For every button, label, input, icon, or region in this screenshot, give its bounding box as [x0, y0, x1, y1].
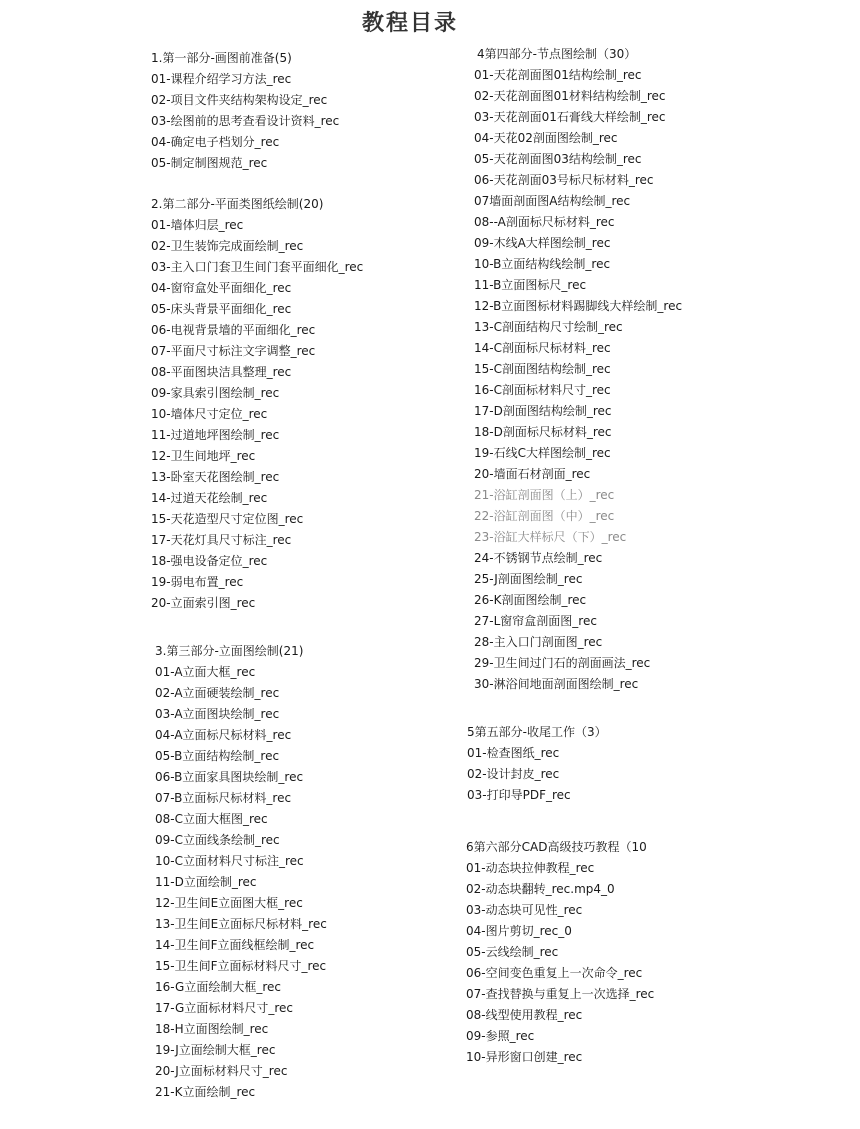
lesson-item: 02-设计封皮_rec	[467, 767, 560, 781]
lesson-item: 12-B立面图标材料踢脚线大样绘制_rec	[474, 299, 683, 313]
lesson-item: 11-过道地坪图绘制_rec	[151, 428, 280, 442]
lesson-item: 01-检查图纸_rec	[467, 746, 560, 760]
section-heading: 6第六部分CAD高级技巧教程（10	[466, 840, 647, 854]
lesson-item: 20-墙面石材剖面_rec	[474, 467, 591, 481]
lesson-item: 04-图片剪切_rec_0	[466, 924, 572, 938]
lesson-item: 09-C立面线条绘制_rec	[155, 833, 280, 847]
lesson-item: 04-窗帘盒处平面细化_rec	[151, 281, 292, 295]
page-title: 教程目录	[361, 10, 458, 36]
lesson-item: 09-木线A大样图绘制_rec	[474, 236, 611, 250]
section-heading: 5第五部分-收尾工作（3）	[467, 725, 607, 739]
section-part-2	[151, 194, 363, 614]
lesson-item: 16-C剖面标材料尺寸_rec	[474, 383, 611, 397]
lesson-item: 21-K立面绘制_rec	[155, 1085, 256, 1099]
lesson-item: 26-K剖面图绘制_rec	[474, 593, 587, 607]
lesson-item: 03-主入口门套卫生间门套平面细化_rec	[151, 260, 364, 274]
lesson-item: 17-G立面标材料尺寸_rec	[155, 1001, 293, 1015]
lesson-item: 12-卫生间E立面图大框_rec	[155, 896, 303, 910]
lesson-item: 06-天花剖面03号标尺标材料_rec	[474, 173, 654, 187]
lesson-item: 03-绘图前的思考查看设计资料_rec	[151, 114, 340, 128]
lesson-item: 21-浴缸剖面图（上）_rec	[474, 488, 615, 502]
lesson-list	[155, 662, 327, 1103]
lesson-item: 14-过道天花绘制_rec	[151, 491, 268, 505]
section-part-3	[155, 641, 327, 1103]
lesson-item: 11-D立面绘制_rec	[155, 875, 257, 889]
lesson-item: 20-立面索引图_rec	[151, 596, 256, 610]
section-part-1	[151, 48, 339, 174]
lesson-item: 08--A剖面标尺标材料_rec	[474, 215, 615, 229]
lesson-item: 04-A立面标尺标材料_rec	[155, 728, 292, 742]
lesson-item: 19-J立面绘制大框_rec	[155, 1043, 276, 1057]
lesson-item: 06-空间变色重复上一次命令_rec	[466, 966, 643, 980]
lesson-item: 13-卧室天花图绘制_rec	[151, 470, 280, 484]
lesson-item: 13-C剖面结构尺寸绘制_rec	[474, 320, 623, 334]
lesson-item: 02-项目文件夹结构架构设定_rec	[151, 93, 328, 107]
lesson-item: 07-B立面标尺标材料_rec	[155, 791, 292, 805]
lesson-item: 10-B立面结构线绘制_rec	[474, 257, 611, 271]
lesson-item: 05-B立面结构绘制_rec	[155, 749, 280, 763]
lesson-item: 14-卫生间F立面线框绘制_rec	[155, 938, 315, 952]
lesson-item: 02-卫生装饰完成面绘制_rec	[151, 239, 304, 253]
lesson-item: 05-天花剖面图03结构绘制_rec	[474, 152, 642, 166]
lesson-item: 01-A立面大框_rec	[155, 665, 256, 679]
lesson-item: 02-天花剖面图01材料结构绘制_rec	[474, 89, 666, 103]
lesson-item: 15-C剖面图结构绘制_rec	[474, 362, 611, 376]
lesson-item: 04-确定电子档划分_rec	[151, 135, 280, 149]
lesson-item: 03-天花剖面01石膏线大样绘制_rec	[474, 110, 666, 124]
lesson-item: 11-B立面图标尺_rec	[474, 278, 587, 292]
lesson-item: 06-B立面家具图块绘制_rec	[155, 770, 304, 784]
lesson-item: 14-C剖面标尺标材料_rec	[474, 341, 611, 355]
lesson-item: 10-异形窗口创建_rec	[466, 1050, 583, 1064]
lesson-item: 08-平面图块洁具整理_rec	[151, 365, 292, 379]
lesson-item: 03-打印导PDF_rec	[467, 788, 571, 802]
lesson-item: 12-卫生间地坪_rec	[151, 449, 256, 463]
lesson-item: 01-动态块拉伸教程_rec	[466, 861, 595, 875]
lesson-item: 07-平面尺寸标注文字调整_rec	[151, 344, 316, 358]
lesson-item: 18-D剖面标尺标材料_rec	[474, 425, 612, 439]
lesson-item: 01-天花剖面图01结构绘制_rec	[474, 68, 642, 82]
lesson-item: 02-动态块翻转_rec.mp4_0	[466, 882, 615, 896]
lesson-item: 18-强电设备定位_rec	[151, 554, 268, 568]
lesson-list	[474, 65, 682, 695]
lesson-item: 29-卫生间过门石的剖面画法_rec	[474, 656, 651, 670]
lesson-item: 09-参照_rec	[466, 1029, 535, 1043]
lesson-list	[151, 69, 339, 174]
lesson-item: 08-C立面大框图_rec	[155, 812, 268, 826]
section-heading: 3.第三部分-立面图绘制(21)	[155, 644, 304, 658]
lesson-item: 03-A立面图块绘制_rec	[155, 707, 280, 721]
lesson-item: 28-主入口门剖面图_rec	[474, 635, 603, 649]
lesson-item: 04-天花02剖面图绘制_rec	[474, 131, 618, 145]
lesson-item: 24-不锈钢节点绘制_rec	[474, 551, 603, 565]
lesson-item: 01-墙体归层_rec	[151, 218, 244, 232]
lesson-item: 16-G立面绘制大框_rec	[155, 980, 281, 994]
lesson-item: 25-J剖面图绘制_rec	[474, 572, 583, 586]
lesson-item: 19-弱电布置_rec	[151, 575, 244, 589]
lesson-item: 22-浴缸剖面图（中）_rec	[474, 509, 615, 523]
section-part-6	[466, 837, 654, 1068]
lesson-item: 10-C立面材料尺寸标注_rec	[155, 854, 304, 868]
lesson-item: 27-L窗帘盒剖面图_rec	[474, 614, 597, 628]
lesson-item: 06-电视背景墙的平面细化_rec	[151, 323, 316, 337]
lesson-item: 17-D剖面图结构绘制_rec	[474, 404, 612, 418]
section-part-4	[474, 44, 682, 695]
lesson-item: 13-卫生间E立面标尺标材料_rec	[155, 917, 327, 931]
lesson-item: 08-线型使用教程_rec	[466, 1008, 583, 1022]
lesson-item: 18-H立面图绘制_rec	[155, 1022, 269, 1036]
lesson-item: 09-家具索引图绘制_rec	[151, 386, 280, 400]
lesson-item: 05-云线绘制_rec	[466, 945, 559, 959]
lesson-item: 10-墙体尺寸定位_rec	[151, 407, 268, 421]
section-heading: 2.第二部分-平面类图纸绘制(20)	[151, 197, 324, 211]
lesson-item: 23-浴缸大样标尺（下）_rec	[474, 530, 627, 544]
lesson-item: 17-天花灯具尺寸标注_rec	[151, 533, 292, 547]
lesson-item: 05-床头背景平面细化_rec	[151, 302, 292, 316]
section-heading: 1.第一部分-画图前准备(5)	[151, 51, 292, 65]
lesson-list	[467, 743, 607, 806]
section-part-5	[467, 722, 607, 806]
lesson-item: 05-制定制图规范_rec	[151, 156, 268, 170]
lesson-item: 01-课程介绍学习方法_rec	[151, 72, 292, 86]
lesson-list	[151, 215, 363, 614]
lesson-item: 15-卫生间F立面标材料尺寸_rec	[155, 959, 327, 973]
lesson-item: 07-查找替换与重复上一次选择_rec	[466, 987, 655, 1001]
lesson-item: 20-J立面标材料尺寸_rec	[155, 1064, 288, 1078]
section-heading: 4第四部分-节点图绘制（30）	[477, 47, 637, 61]
lesson-item: 19-石线C大样图绘制_rec	[474, 446, 611, 460]
lesson-item: 02-A立面硬装绘制_rec	[155, 686, 280, 700]
lesson-item: 07墙面剖面图A结构绘制_rec	[474, 194, 631, 208]
lesson-item: 30-淋浴间地面剖面图绘制_rec	[474, 677, 639, 691]
lesson-list	[466, 858, 654, 1068]
lesson-item: 15-天花造型尺寸定位图_rec	[151, 512, 304, 526]
lesson-item: 03-动态块可见性_rec	[466, 903, 583, 917]
